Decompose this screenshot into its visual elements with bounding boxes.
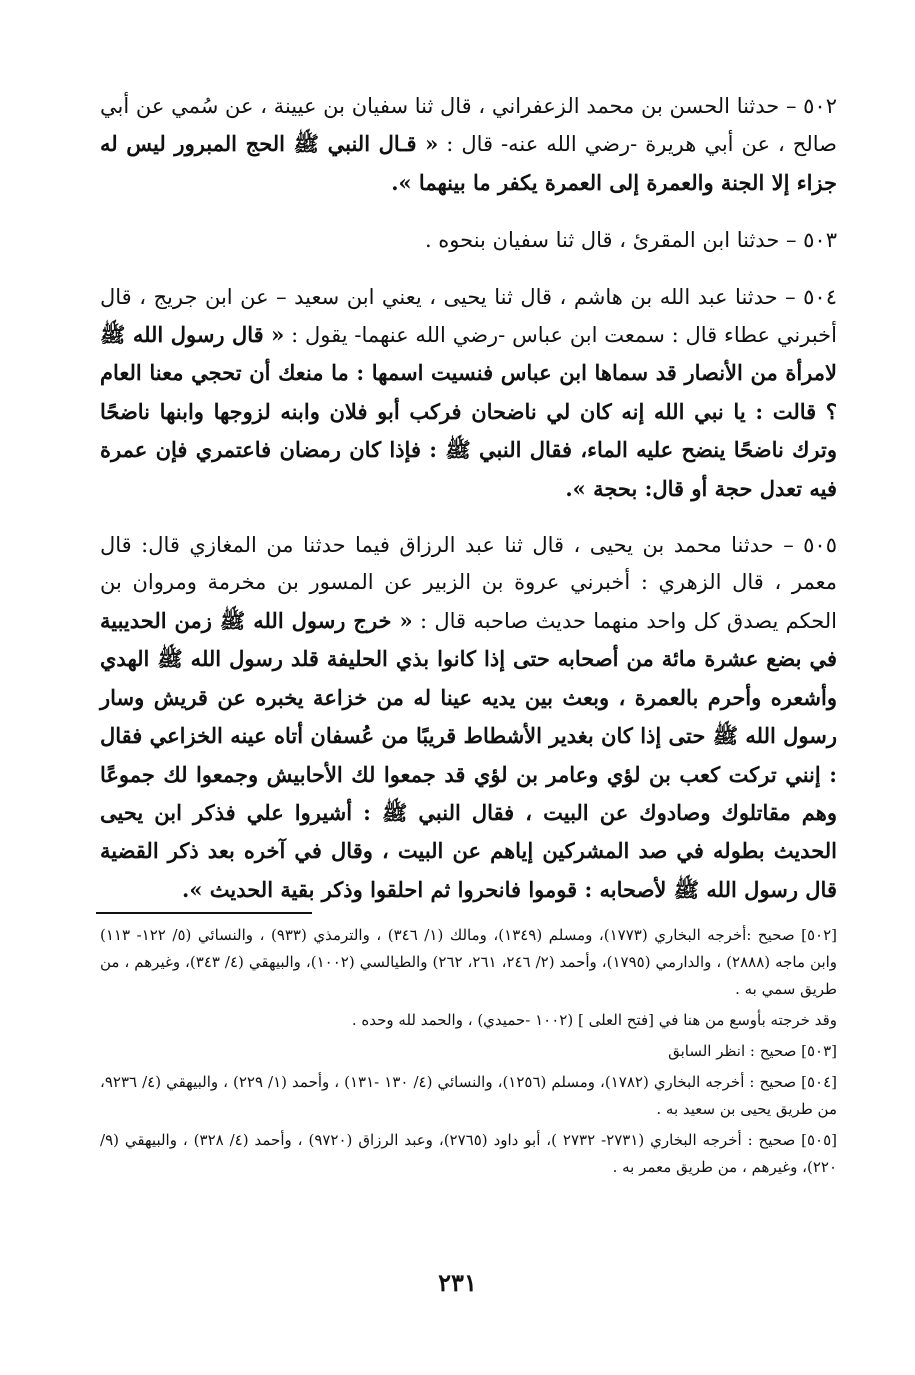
- hadith-isnad: ٥٠٣ – حدثنا ابن المقرئ ، قال ثنا سفيان بنحوه .: [424, 228, 837, 253]
- hadith-505: [100, 527, 837, 909]
- hadith-isnad: ٥٠٥ – حدثنا محمد بن يحيى ، قال ثنا عبد الرزاق فيما حدثنا من المغازي قال: قال معمر ، قال الزهري : أخبرني عروة بن الزبير عن المسور بن مخرمة ومروان بن الحكم يصدق كل واحد منهما حديث صاحبه قال :: [100, 533, 837, 633]
- hadith-504: [100, 279, 837, 508]
- footnote-502-addendum: وقد خرجته بأوسع من هنا في [فتح العلى ] (١٠٠٢ -حميدي) ، والحمد لله وحده .: [351, 1011, 837, 1029]
- hadith-502: [100, 88, 837, 202]
- footnote-505: [٥٠٥] صحيح : أخرجه البخاري (٢٧٣١- ٢٧٣٢ )، أبو داود (٢٧٦٥)، وعبد الرزاق (٩٧٢٠) ، وأحمد (٤/ ٣٢٨) ، والبيهقي (٩/ ٢٢٠)، وغيرهم ، من طريق معمر به .: [100, 1131, 837, 1176]
- hadith-matn: « قـال النبي ﷺ الحج المبرور ليس له جزاء إلا الجنة والعمرة إلى العمرة يكفر ما بينهما ».: [100, 131, 837, 195]
- footnotes: [100, 922, 837, 1185]
- hadith-matn: « قال رسول الله ﷺ لامرأة من الأنصار قد سماها ابن عباس فنسيت اسمها : ما منعك أن تحجي معنا العام ؟ قالت : يا نبي الله إنه كان لي ناضحان فركب أبو فلان وابنه لزوجها وابنها ناضحًا وترك ناضحًا ينضح عليه الماء، فقال النبي ﷺ : فإذا كان رمضان فاعتمري فإن عمرة فيه تعدل حجة أو قال: بحجة ».: [100, 322, 837, 501]
- footnote-504: [٥٠٤] صحيح : أخرجه البخاري (١٧٨٢)، ومسلم (١٢٥٦)، والنسائي (٤/ ١٣٠ -١٣١) ، وأحمد (١/ ٢٢٩) ، والبيهقي (٤/ ٩٢٣٦، من طريق يحيى بن سعيد به .: [100, 1073, 837, 1118]
- hadith-matn: « خرج رسول الله ﷺ زمن الحديبية في بضع عشرة مائة من أصحابه حتى إذا كانوا بذي الحليفة قلد رسول الله ﷺ الهدي وأشعره وأحرم بالعمرة ، وبعث بين يديه عينا له من خزاعة يخبره عن قريش وسار رسول الله ﷺ حتى إذا كان بغدير الأشطاط قريبًا من عُسفان أتاه عينه الخزاعي فقال : إنني تركت كعب بن لؤي وعامر بن لؤي قد جمعوا لك الأحابيش وجمعوا لك جموعًا وهم مقاتلوك وصادوك عن البيت ، فقال النبي ﷺ : أشيروا علي فذكر ابن يحيى الحديث بطوله في صد المشركين إياهم عن البيت ، وقال في آخره بعد ذكر القضية قال رسول الله ﷺ لأصحابه : قوموا فانحروا ثم احلقوا وذكر بقية الحديث ».: [100, 607, 837, 902]
- footnote-separator: [96, 912, 312, 914]
- footnote-503: [٥٠٣] صحيح : انظر السابق: [668, 1042, 837, 1060]
- hadith-isnad: ٥٠٤ – حدثنا عبد الله بن هاشم ، قال ثنا يحيى ، يعني ابن سعيد – عن ابن جريج ، قال أخبرني عطاء قال : سمعت ابن عباس -رضي الله عنهما- يقول :: [100, 284, 837, 348]
- hadith-text-body: [100, 88, 837, 928]
- page-number: ٢٣١: [438, 1268, 477, 1297]
- hadith-503: [100, 221, 837, 259]
- footnote-502: [٥٠٢] صحيح :أخرجه البخاري (١٧٧٣)، ومسلم (١٣٤٩)، ومالك (١/ ٣٤٦) ، والترمذي (٩٣٣) ، والنسائي (٥/ ١٢٢- ١١٣) وابن ماجه (٢٨٨٨) ، والدارمي (١٧٩٥)، وأحمد (٢/ ٢٤٦، ٢٦١، ٢٦٢) والطيالسي (١٠٠٢)، والبيهقي (٤/ ٣٤٣)، وغيرهم ، من طريق سمي به .: [100, 926, 838, 998]
- hadith-isnad: ٥٠٢ – حدثنا الحسن بن محمد الزعفراني ، قال ثنا سفيان بن عيينة ، عن سُمي عن أبي صالح ، عن أبي هريرة -رضي الله عنه- قال :: [100, 94, 837, 157]
